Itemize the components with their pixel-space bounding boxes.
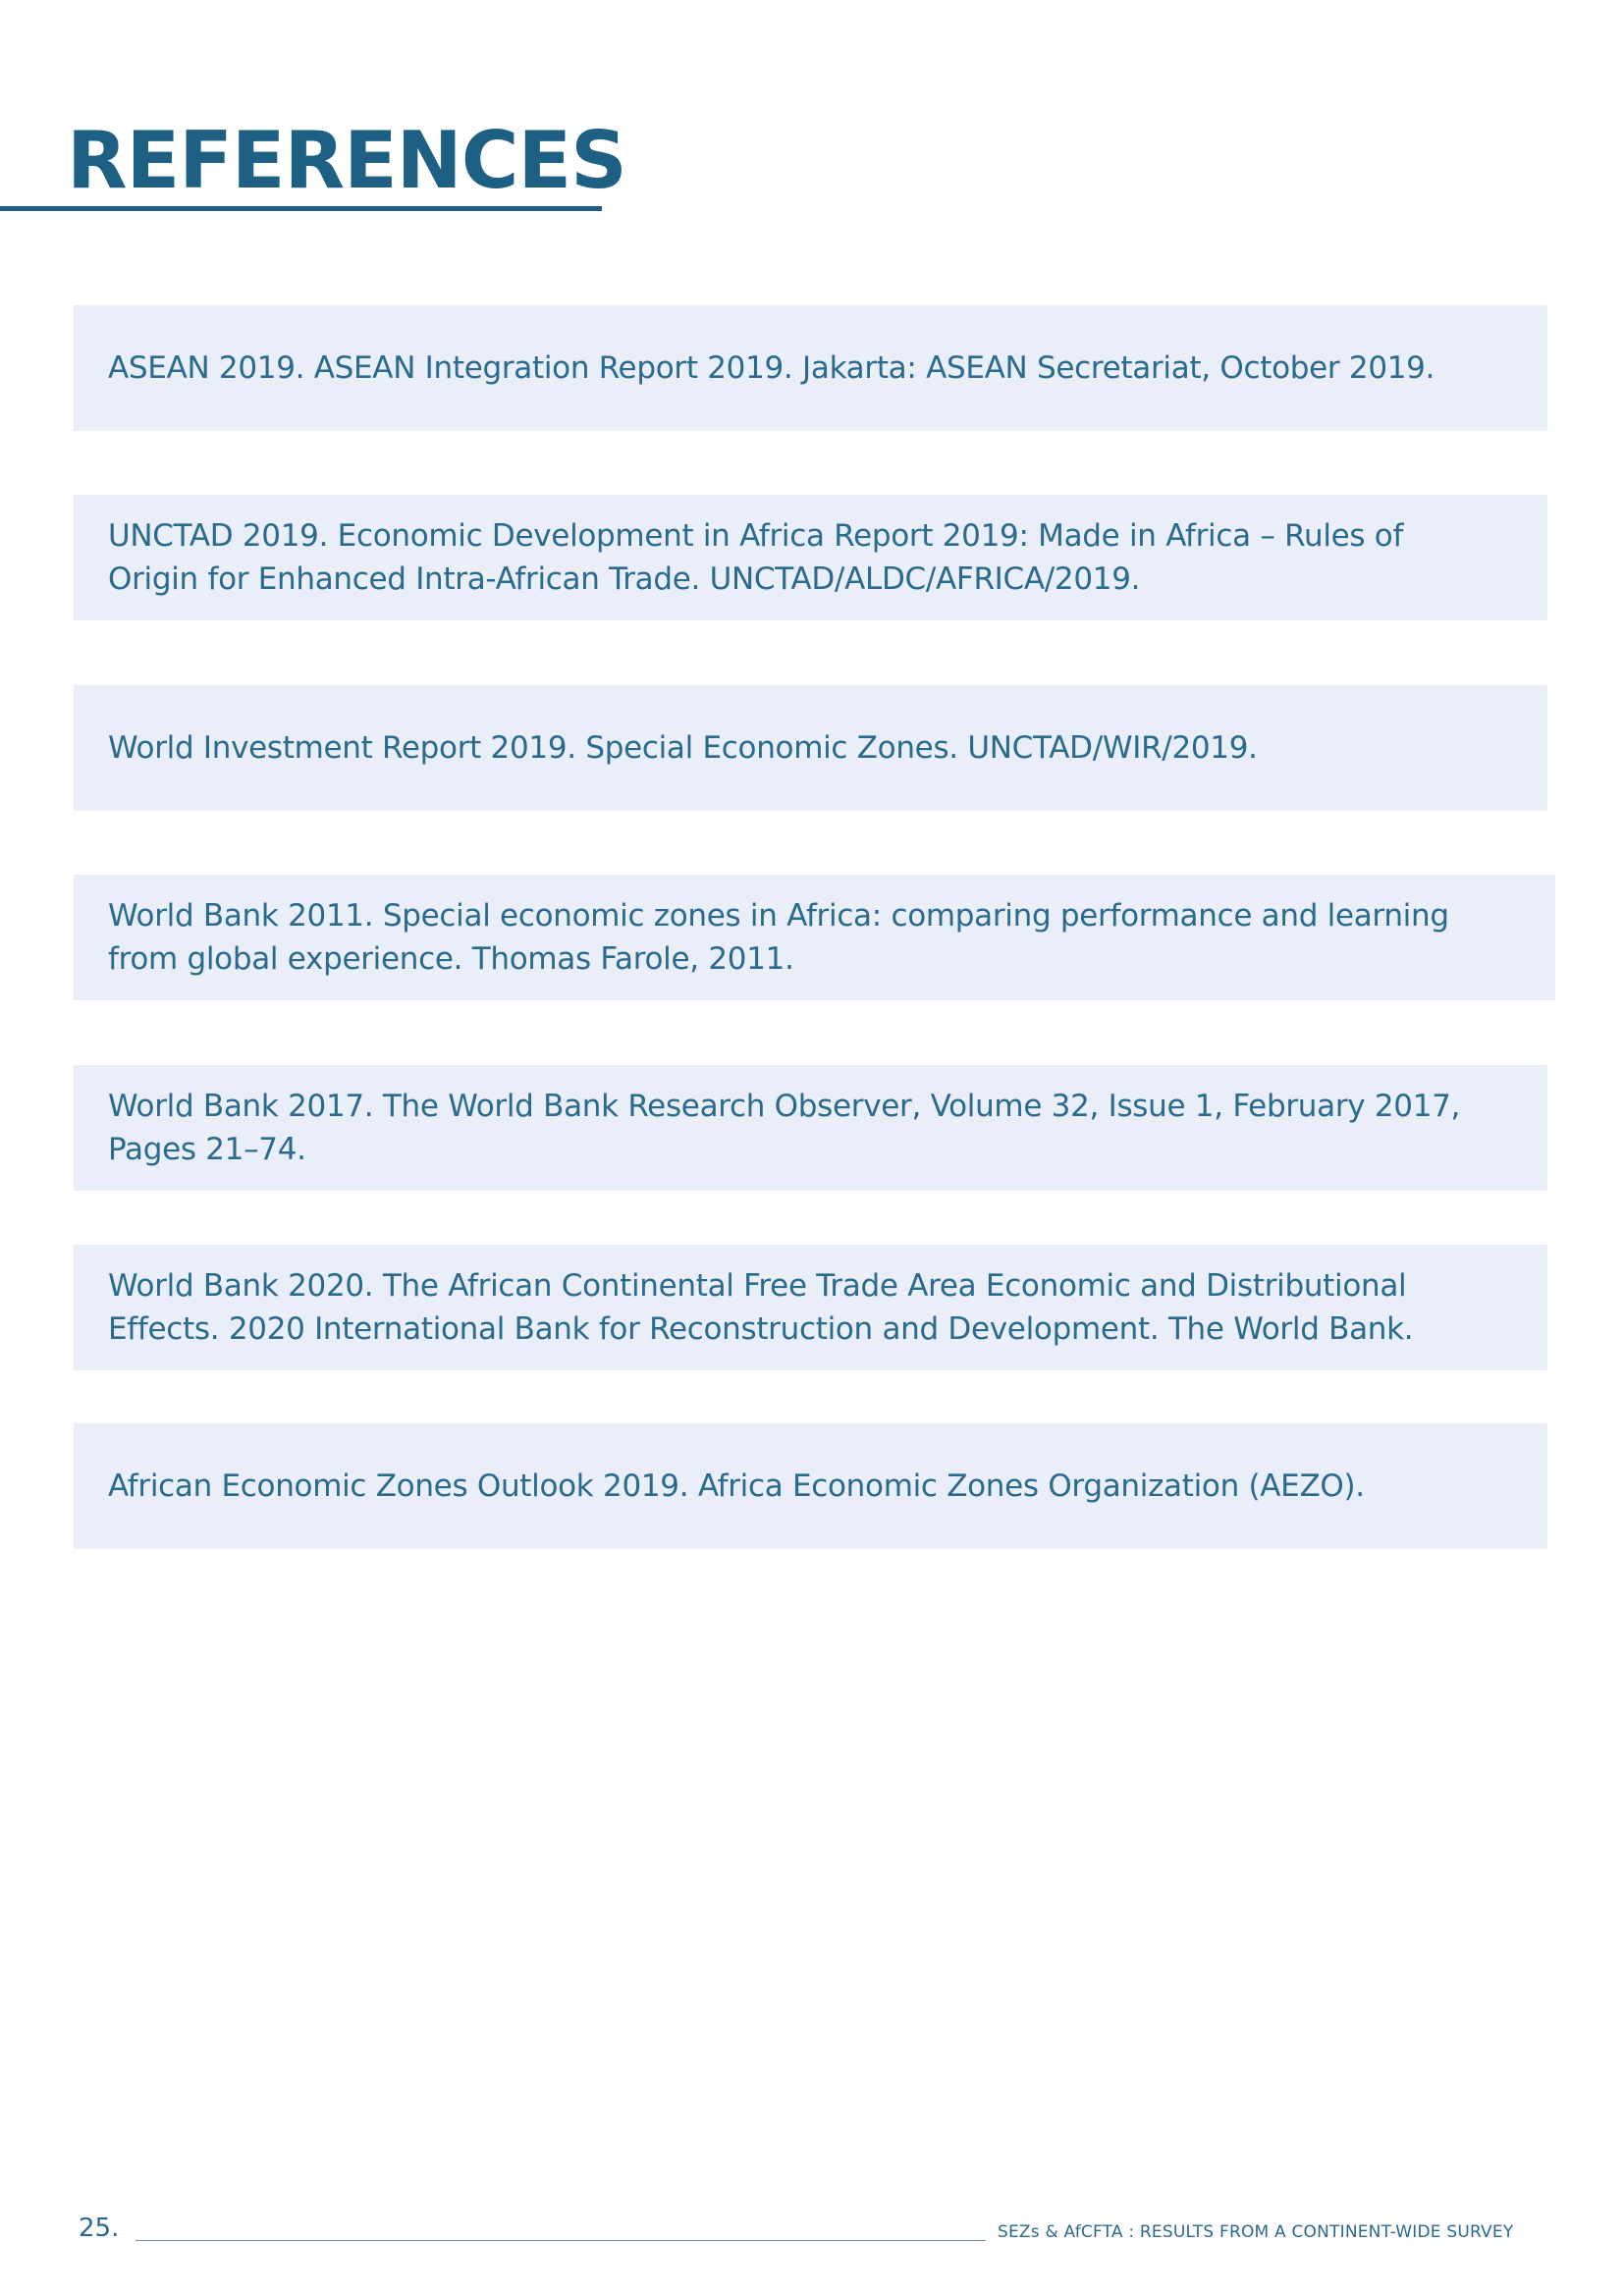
page-title: REFERENCES (67, 115, 626, 206)
reference-item (74, 875, 1555, 1000)
reference-text: World Investment Report 2019. Special Economic Zones. UNCTAD/WIR/2019. (108, 730, 1258, 766)
footer-divider (135, 2240, 986, 2241)
reference-text: African Economic Zones Outlook 2019. Africa Economic Zones Organization (AEZO). (108, 1468, 1365, 1504)
page-number: 25. (79, 2214, 120, 2243)
reference-item (74, 685, 1547, 811)
reference-item (74, 1065, 1547, 1191)
reference-text: World Bank 2011. Special economic zones in Africa: comparing performance and learning from global experience. Thomas Farole, 2011. (108, 898, 1449, 977)
reference-item (74, 1423, 1547, 1549)
reference-text: ASEAN 2019. ASEAN Integration Report 2019. Jakarta: ASEAN Secretariat, October 2019. (108, 350, 1435, 386)
reference-text: World Bank 2017. The World Bank Research Observer, Volume 32, Issue 1, February 2017, Pages 21–74. (108, 1089, 1461, 1167)
reference-item (74, 305, 1547, 431)
reference-text: World Bank 2020. The African Continental Free Trade Area Economic and Distributional Effects. 2020 International Bank for Reconstruction and Development. The World Bank. (108, 1268, 1414, 1347)
footer-document-title: SEZs & AfCFTA : RESULTS FROM A CONTINENT-WIDE SURVEY (998, 2222, 1514, 2242)
reference-item (74, 495, 1547, 620)
title-underline (0, 206, 602, 211)
reference-item (74, 1245, 1547, 1370)
reference-text: UNCTAD 2019. Economic Development in Africa Report 2019: Made in Africa – Rules of Origin for Enhanced Intra-African Trade. UNCTAD/ALDC/AFRICA/2019. (108, 518, 1404, 597)
